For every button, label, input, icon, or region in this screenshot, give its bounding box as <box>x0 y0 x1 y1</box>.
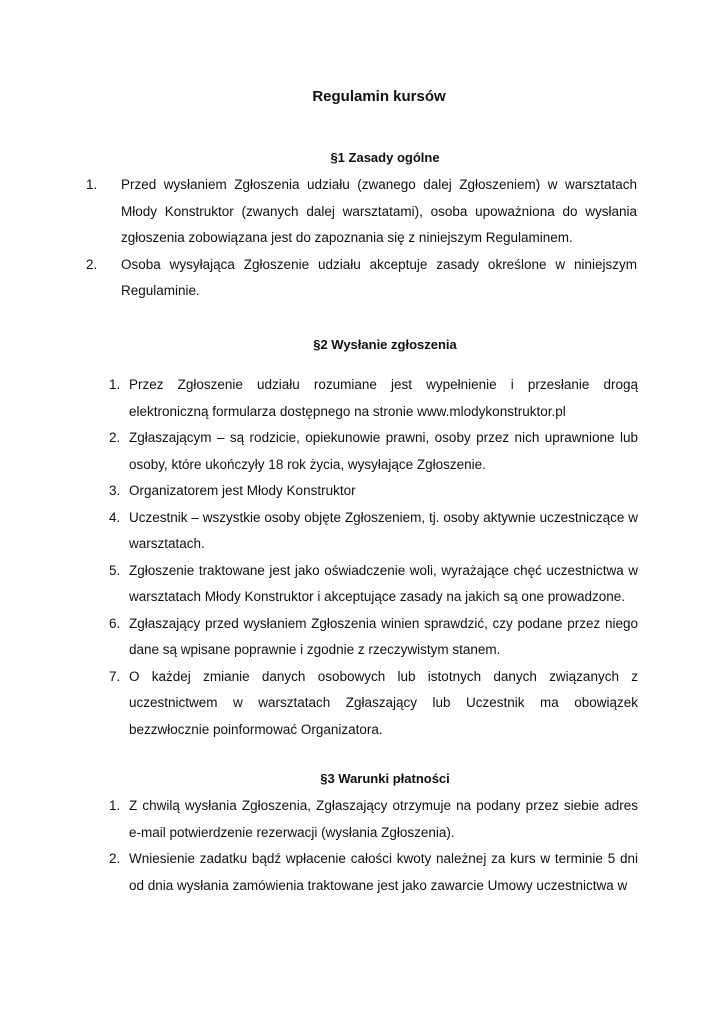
list-item-text: Przez Zgłoszenie udziału rozumiane jest wypełnienie i przesłanie drogą elektroniczną formularza dostępnego na stronie www.mlodykonstruktor.pl <box>129 377 638 419</box>
list-item-text: Organizatorem jest Młody Konstruktor <box>129 483 356 498</box>
list-item <box>109 505 638 558</box>
list-item-number: 1. <box>109 377 121 392</box>
section-3-list <box>109 793 638 899</box>
list-item-number: 2. <box>86 256 98 272</box>
section-heading-3: §3 Warunki płatności <box>320 771 450 786</box>
list-item-text: Wniesienie zadatku bądź wpłacenie całości kwoty należnej za kurs w terminie 5 dni od dnia wysłania zamówienia traktowane jest jako zawarcie Umowy uczestnictwa w <box>129 851 638 893</box>
list-item <box>109 425 638 478</box>
list-item-number: 6. <box>109 615 121 631</box>
list-item <box>109 372 638 425</box>
list-item-number: 3. <box>109 483 121 498</box>
list-item-number: 5. <box>109 562 121 578</box>
list-item <box>109 478 638 505</box>
list-item <box>109 846 638 899</box>
list-item-text: Zgłaszający przed wysłaniem Zgłoszenia winien sprawdzić, czy podane przez niego dane są wpisane poprawnie i zgodnie z rzeczywistym stanem. <box>129 615 638 657</box>
list-item <box>109 558 638 611</box>
section-2-list <box>109 372 638 743</box>
list-item-number: 2. <box>109 430 121 445</box>
list-item-text: Zgłaszającym – są rodzicie, opiekunowie prawni, osoby przez nich uprawnione lub osoby, które ukończyły 18 rok życia, wysyłające Zgłoszenie. <box>129 430 638 472</box>
section-1-list <box>86 172 637 305</box>
list-item-text: Zgłoszenie traktowane jest jako oświadczenie woli, wyrażające chęć uczestnictwa w warsztatach Młody Konstruktor i akceptujące zasady na jakich są one prowadzone. <box>129 562 638 604</box>
list-item-number: 2. <box>109 851 121 866</box>
list-item-text: Osoba wysyłająca Zgłoszenie udziału akceptuje zasady określone w niniejszym Regulaminie. <box>121 256 637 298</box>
section-heading-2: §2 Wysłanie zgłoszenia <box>313 337 457 352</box>
document-title: Regulamin kursów <box>312 88 446 105</box>
list-item <box>109 611 638 664</box>
list-item <box>86 252 637 305</box>
list-item-text: Uczestnik – wszystkie osoby objęte Zgłoszeniem, tj. osoby aktywnie uczestniczące w warsztatach. <box>129 509 638 551</box>
list-item-text: Przed wysłaniem Zgłoszenia udziału (zwanego dalej Zgłoszeniem) w warsztatach Młody Konstruktor (zwanych dalej warsztatami), osoba upoważniona do wysłania zgłoszenia zobowiązana jest do zapoznania się z niniejszym Regulaminem. <box>121 177 637 245</box>
list-item-number: 7. <box>109 668 121 684</box>
section-heading-1: §1 Zasady ogólne <box>330 150 440 165</box>
list-item-number: 1. <box>86 177 98 192</box>
list-item <box>109 664 638 744</box>
list-item-number: 4. <box>109 509 121 525</box>
list-item-text: Z chwilą wysłania Zgłoszenia, Zgłaszający otrzymuje na podany przez siebie adres e-mail potwierdzenie rezerwacji (wysłania Zgłoszenia). <box>129 798 638 840</box>
list-item-number: 1. <box>109 798 121 813</box>
list-item <box>86 172 637 252</box>
list-item-text: O każdej zmianie danych osobowych lub istotnych danych związanych z uczestnictwem w warsztatach Zgłaszający lub Uczestnik ma obowiązek bezzwłocznie poinformować Organizatora. <box>129 668 638 737</box>
list-item <box>109 793 638 846</box>
